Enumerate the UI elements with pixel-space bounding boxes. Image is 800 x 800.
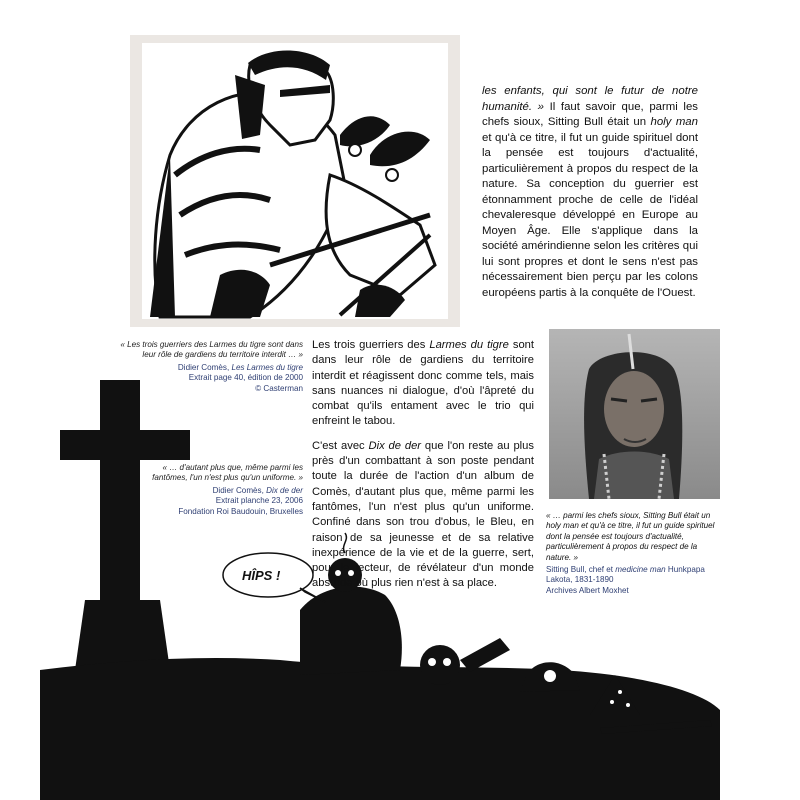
- right-text-1: Il faut savoir que, parmi les chefs sioux, Sitting Bull était un: [482, 100, 698, 128]
- caption-1-rights: © Casterman: [255, 383, 303, 393]
- p1-title: Larmes du tigre: [429, 339, 509, 351]
- lead-quote: les enfants, qui sont le futur de notre humanité. »: [482, 85, 698, 113]
- p2-title: Dix de der: [368, 439, 422, 452]
- middle-column-text: [312, 338, 534, 601]
- caption-3-quote: « … parmi les chefs sioux, Sitting Bull était un holy man et qu'à ce titre, il fut un guide spirituel dont la pensée est toujours d'actualité, particulièrement à propos du respect de la nature. »: [546, 511, 715, 562]
- caption-1-quote: « Les trois guerriers des Larmes du tigre sont dans leur rôle de gardiens du territoire interdit … »: [120, 340, 303, 360]
- caption-2-rights: Fondation Roi Baudouin, Bruxelles: [178, 506, 303, 516]
- holy-man-term: holy man: [650, 116, 698, 128]
- caption-2-author: Didier Comès,: [212, 485, 267, 495]
- caption-2-detail: Extrait planche 23, 2006: [215, 496, 303, 506]
- p1-text-b: sont dans leur rôle de gardiens du territoire interdit et réagissent donc comme tels, mais sans nuances ni dialogue, d'où l'âpreté du combat qu'ils entament avec le trio qui enfreint le tabou.: [312, 339, 534, 428]
- p2-text-b: que l'on reste au plus près d'un combattant à son poste pendant toute la durée de l'action d'un album de Comès, d'autant plus que, même parmi les fantômes, l'un n'est plus qu'un uniforme. Confiné dans son trou d'obus, le Bleu, en raison de sa jeunesse et de sa relative inexpérience de la vie et de la guerre, sert, pour le lecteur, de révélateur d'un monde absurde où plus rien n'est à sa place.: [312, 439, 534, 590]
- caption-3-archive: Archives Albert Moxhet: [546, 585, 629, 595]
- right-column-text: [482, 84, 698, 301]
- caption-2-title: Dix de der: [266, 485, 303, 495]
- caption-sitting-bull: [546, 511, 716, 596]
- caption-1-author: Didier Comès,: [177, 362, 232, 372]
- middle-paragraph-1: [312, 338, 534, 430]
- caption-3-name: Sitting Bull, chef et: [546, 565, 616, 575]
- caption-1-title: Les Larmes du tigre: [231, 362, 303, 372]
- speech-bubble-text: HÎPS !: [242, 568, 281, 583]
- caption-1-detail: Extrait page 40, édition de 2000: [188, 373, 303, 383]
- caption-3-tribe: Hunkpapa Lakota, 1831-1890: [546, 565, 705, 585]
- caption-2-quote: « … d'autant plus que, même parmi les fantômes, l'un n'est plus qu'un uniforme. »: [152, 463, 303, 483]
- p2-text-a: C'est avec: [312, 439, 369, 452]
- comic-panel-warrior: [130, 35, 460, 327]
- middle-paragraph-2: [312, 439, 534, 592]
- right-text-2: et qu'à ce titre, il fut un guide spirituel dont la pensée est toujours d'actualité, particulièrement à propos du respect de la nature. Sa conception du guerrier est étonnamment proche de celle de l'idéal chevaleresque développé en Europe au Moyen Âge. Elle s'applique dans la société amérindienne selon les critères qui lui sont propres et dont le sens n'est pas nécessairement bien perçu par les colons européens partis à la conquête de l'Ouest.: [482, 131, 698, 299]
- p1-text-a: Les trois guerriers des: [312, 339, 430, 351]
- caption-3-role: medicine man: [615, 565, 666, 575]
- sitting-bull-portrait: [549, 329, 720, 499]
